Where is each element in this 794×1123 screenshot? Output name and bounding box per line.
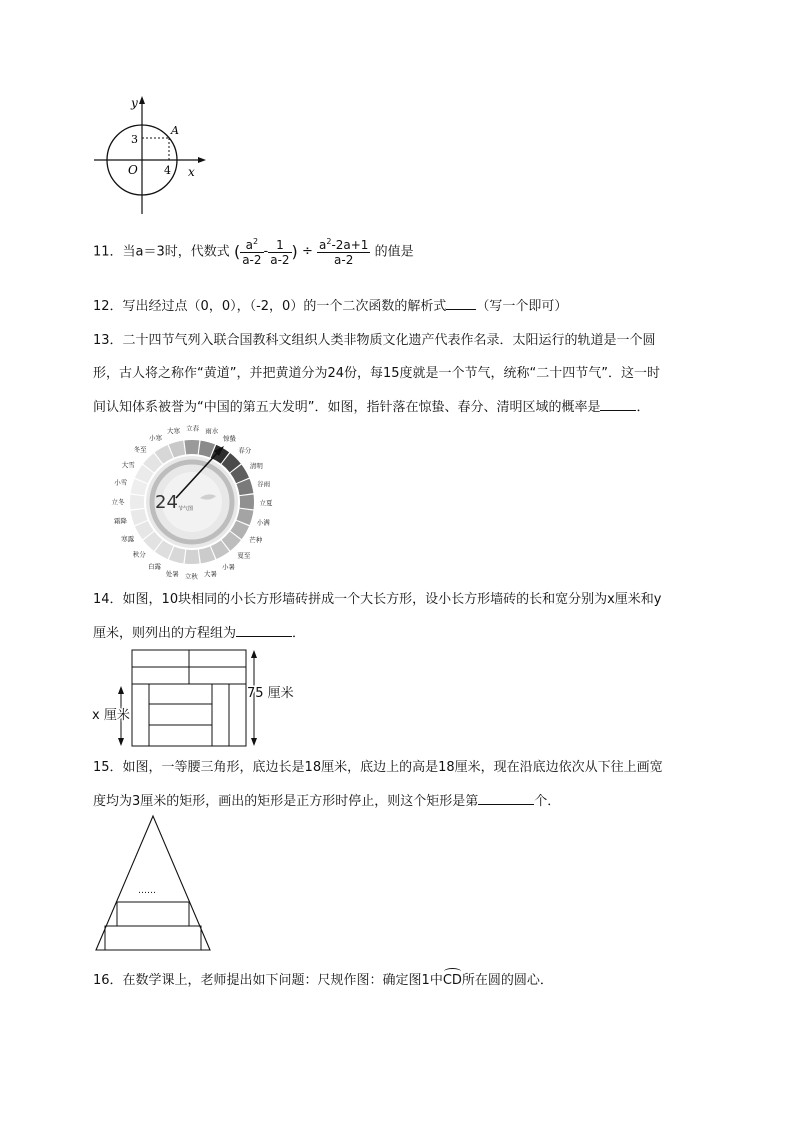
wheel-term-label: 谷雨 xyxy=(257,479,271,488)
wheel-center-number: 24 xyxy=(155,492,178,513)
q11-fraction-3: $\frac{a^2-2a+1}{a-2}$ xyxy=(318,236,369,267)
q12-text-pre: 12．写出经过点（0，0），（-2，0）的一个二次函数的解析式 xyxy=(93,299,447,314)
wheel-center-caption: 节气图 xyxy=(178,506,194,512)
q13-answer-blank[interactable] xyxy=(600,398,636,411)
point-a-label: A xyxy=(171,124,179,137)
wheel-term-label: 雨水 xyxy=(205,427,219,436)
tick-3-label: 3 xyxy=(131,133,138,146)
q11-divide: ÷ xyxy=(301,244,313,259)
ellipsis-dots: …… xyxy=(138,886,156,896)
question-11 xyxy=(93,232,414,273)
q15-line-1: 15．如图，一等腰三角形，底边长是18厘米，底边上的高是18厘米，现在沿底边依次从下往上画宽 xyxy=(93,760,663,775)
q15-line-2: 度均为3厘米的矩形，画出的矩形是正方形时停止，则这个矩形是第 个． xyxy=(93,794,561,809)
label-75-cm: 75 厘米 xyxy=(247,686,294,701)
x-axis-label: x xyxy=(188,165,195,179)
origin-label: O xyxy=(128,163,138,177)
q11-open-paren: ( xyxy=(233,242,241,261)
q13-line-3: 间认知体系被誉为“中国的第五大发明”．如图，指针落在惊蛰、春分、清明区域的概率是 ． xyxy=(93,400,650,415)
wheel-sector xyxy=(130,495,144,510)
arc-cd-label: CD xyxy=(442,973,462,988)
wheel-term-label: 处暑 xyxy=(165,569,179,578)
q14-line-2: 厘米，则列出的方程组为 ． xyxy=(93,626,306,641)
y-axis-label: y xyxy=(131,96,138,110)
wheel-term-label: 夏至 xyxy=(237,551,251,560)
wheel-term-label: 寒露 xyxy=(121,534,135,543)
question-16: 16．在数学课上，老师提出如下问题：尺规作图：确定图1中CD所在圆的圆心． xyxy=(93,973,553,988)
wheel-term-label: 霜降 xyxy=(113,517,127,526)
q11-text-pre: 当a＝3时，代数式 xyxy=(122,244,230,260)
solar-terms-wheel xyxy=(108,420,276,580)
wheel-sector xyxy=(240,494,254,509)
q11-close-paren: ) xyxy=(291,242,298,261)
wheel-term-label: 小满 xyxy=(256,518,270,527)
wheel-term-label: 立夏 xyxy=(259,499,273,508)
wheel-term-label: 小寒 xyxy=(149,434,163,443)
wheel-term-label: 春分 xyxy=(238,446,252,455)
wheel-term-label: 大雪 xyxy=(121,460,135,469)
wheel-term-label: 小暑 xyxy=(221,562,235,571)
q13-line-1: 13．二十四节气列入联合国教科文组织人类非物质文化遗产代表作名录．太阳运行的轨道是一个圆 xyxy=(93,333,656,348)
tick-4-label: 4 xyxy=(164,164,171,177)
q12-answer-blank[interactable] xyxy=(446,297,476,310)
wheel-term-label: 惊蛰 xyxy=(223,434,237,443)
q14-answer-blank[interactable] xyxy=(236,624,292,637)
wheel-term-label: 小雪 xyxy=(114,478,128,487)
wheel-term-label: 白露 xyxy=(147,562,161,571)
q13-line-2: 形，古人将之称作“黄道”，并把黄道分为24份，每15度就是一个节气，统称“二十四节气”．这一时 xyxy=(93,366,661,381)
wheel-term-label: 立冬 xyxy=(111,497,125,506)
q11-text-post: 的值是 xyxy=(374,244,414,260)
wheel-sector xyxy=(185,550,200,564)
q11-fraction-2: $\frac{1}{a-2}$ xyxy=(270,237,290,267)
wheel-term-label: 秋分 xyxy=(132,550,146,559)
brick-rectangle-figure xyxy=(90,646,300,750)
triangle-rectangles-figure xyxy=(92,812,216,954)
q14-line-1: 14．如图，10块相同的小长方形墙砖拼成一个大长方形，设小长方形墙砖的长和宽分别为x厘米和y xyxy=(93,592,662,607)
wheel-term-label: 冬至 xyxy=(133,445,147,454)
q11-fraction-1: $\frac{a^2}{a-2}$ xyxy=(242,236,262,267)
wheel-term-label: 芒种 xyxy=(249,536,263,545)
wheel-term-label: 大寒 xyxy=(166,426,180,435)
q11-number: 11． xyxy=(93,244,123,260)
wheel-sector xyxy=(184,440,199,454)
wheel-term-label: 立春 xyxy=(186,424,200,433)
q11-minus: - xyxy=(263,244,269,259)
question-12 xyxy=(93,297,567,315)
wheel-term-label: 立秋 xyxy=(184,572,198,580)
wheel-term-label: 大暑 xyxy=(204,570,218,579)
wheel-term-label: 清明 xyxy=(249,462,263,471)
q12-text-post: （写一个即可） xyxy=(476,299,568,314)
q15-answer-blank[interactable] xyxy=(478,792,534,805)
label-x-cm: x 厘米 xyxy=(92,708,130,723)
circle-axes-figure xyxy=(90,92,210,217)
